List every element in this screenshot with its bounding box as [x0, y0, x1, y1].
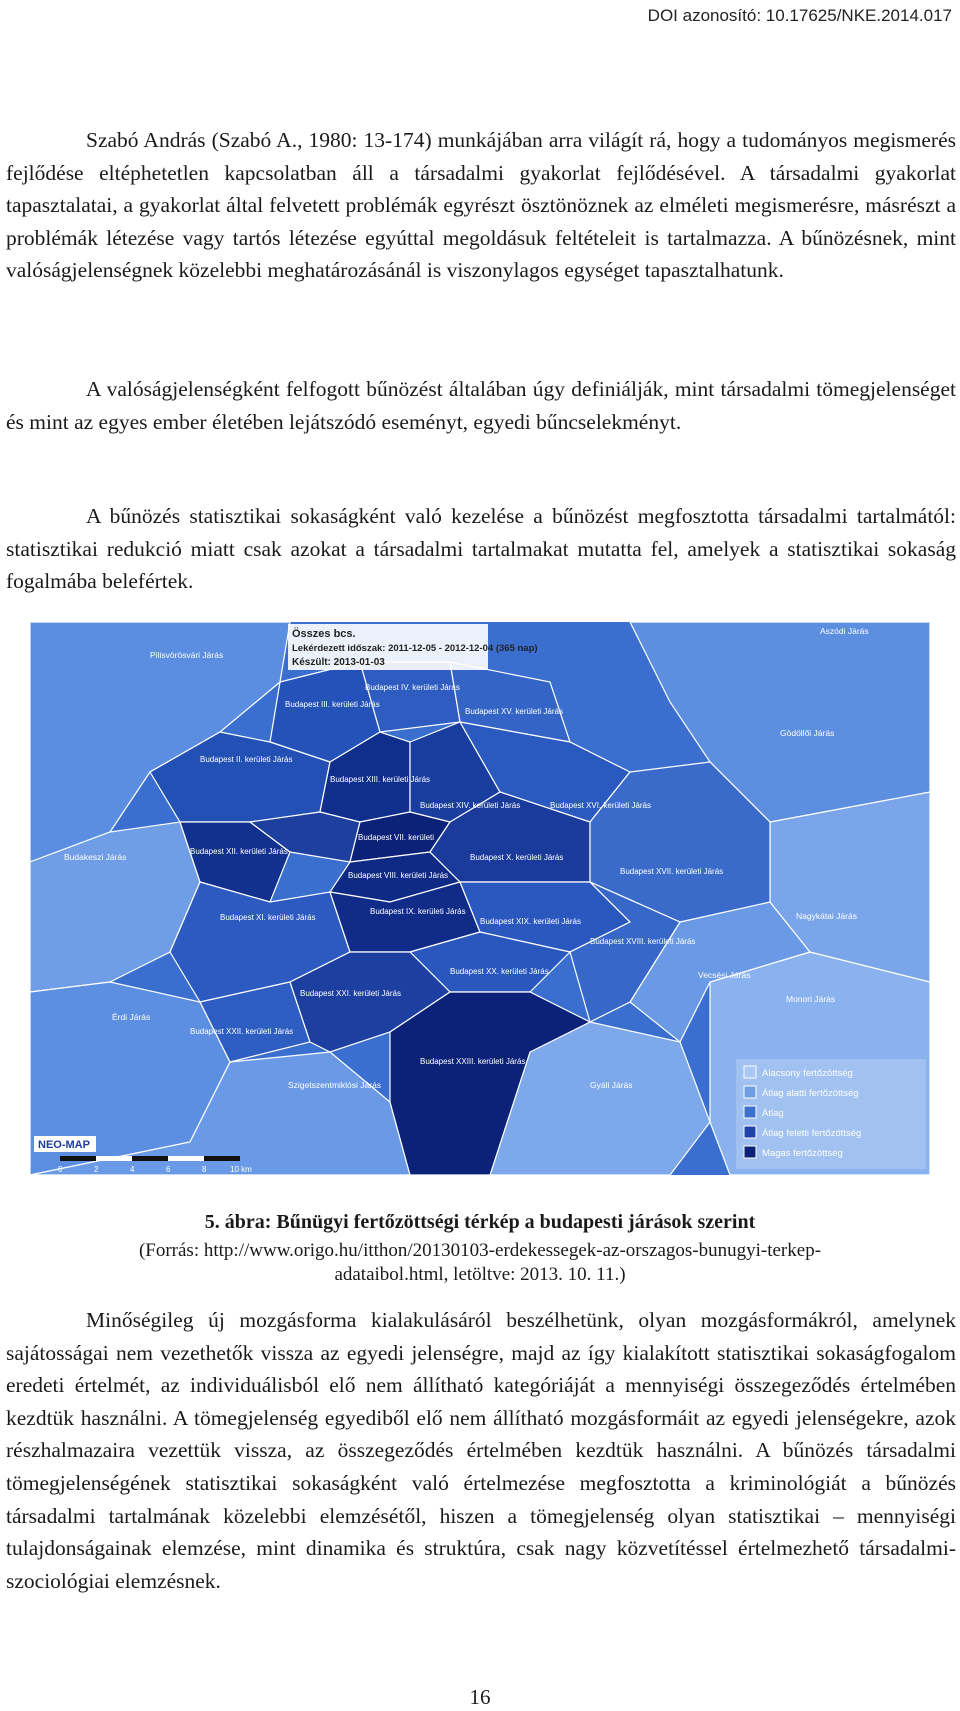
info-created: Készült: 2013-01-03: [292, 657, 385, 668]
scale-tick: 6: [166, 1165, 171, 1174]
label-aszod: Aszódi Járás: [820, 626, 869, 636]
label-district-xi: Budapest XI. kerületi Járás: [220, 913, 316, 922]
legend-label-0: Alacsony fertőzöttség: [762, 1068, 853, 1079]
label-szigetszentmiklos: Szigetszentmiklósi Járás: [288, 1080, 382, 1090]
label-district-xii: Budapest XII. kerületi Járás: [190, 847, 288, 856]
scale-bar-segment: [96, 1156, 132, 1161]
label-district-xxi: Budapest XXI. kerületi Járás: [300, 989, 401, 998]
label-district-vii: Budapest VII. kerületi: [358, 833, 435, 842]
label-district-ix: Budapest IX. kerületi Járás: [370, 907, 466, 916]
label-district-xxiii: Budapest XXIII. kerületi Járás: [420, 1057, 526, 1066]
label-pilisvorosvar: Pilisvörösvári Járás: [150, 650, 224, 660]
label-district-xiii: Budapest XIII. kerületi Járás: [330, 775, 431, 784]
label-nagykata: Nagykátai Járás: [796, 911, 857, 921]
paragraph-1: [6, 124, 956, 287]
scale-tick: 0: [58, 1165, 63, 1174]
legend-swatch-4: [744, 1146, 756, 1158]
figure-caption-source-cont: adataibol.html, letöltve: 2013. 10. 11.): [334, 1264, 626, 1285]
crime-map: [30, 622, 930, 1175]
label-gyal: Gyáli Járás: [590, 1080, 633, 1090]
scale-tick: 2: [94, 1165, 99, 1174]
scale-tick: 10 km: [230, 1165, 252, 1174]
info-title: Összes bcs.: [292, 628, 356, 640]
legend-label-3: Átlag feletti fertőzöttség: [762, 1128, 862, 1139]
label-budakeszi: Budakeszi Járás: [64, 852, 127, 862]
paragraph-2-text: A valóságjelenségként felfogott bűnözést általában úgy definiálják, mint társadalmi tömegjelenséget és mint az egyes ember életében lejátszódó eseményt, egyedi bűncselekményt.: [6, 377, 956, 434]
page-number: 16: [469, 1685, 491, 1709]
scale-bar-segment: [168, 1156, 204, 1161]
label-district-xviii: Budapest XVIII. kerületi Járás: [590, 937, 696, 946]
label-district-iv: Budapest IV. kerületi Járás: [365, 683, 460, 692]
label-district-viii: Budapest VIII. kerületi Járás: [348, 871, 449, 880]
label-district-xvi: Budapest XVI. kerületi Járás: [550, 801, 651, 810]
paragraph-3: [6, 500, 956, 598]
paragraph-3-text: A bűnözés statisztikai sokaságként való kezelése a bűnözést megfosztotta társadalmi tartalmától: statisztikai redukció miatt csak azokat a társadalmi tartalmakat mutatta fel, amelyek a statisztikai sokaság fogalmába belefértek.: [6, 504, 956, 594]
legend-swatch-0: [744, 1066, 756, 1078]
legend-label-4: Magas fertőzöttség: [762, 1148, 843, 1159]
legend-label-2: Átlag: [762, 1108, 784, 1119]
label-district-xxii: Budapest XXII. kerületi Járás: [190, 1027, 294, 1036]
doi-header: DOI azonosító: 10.17625/NKE.2014.017: [647, 6, 952, 25]
legend-swatch-2: [744, 1106, 756, 1118]
label-district-iii: Budapest III. kerületi Járás: [285, 700, 380, 709]
label-vecses: Vecsési Járás: [698, 970, 751, 980]
figure-caption-source: (Forrás: http://www.origo.hu/itthon/20130103-erdekessegek-az-orszagos-bunugyi-terkep-: [138, 1240, 822, 1261]
info-period: Lekérdezett időszak: 2011-12-05 - 2012-12-04 (365 nap): [292, 643, 538, 654]
paragraph-1-text: Szabó András (Szabó A., 1980: 13-174) munkájában arra világít rá, hogy a tudományos megismerés fejlődése eltéphetetlen kapcsolatban áll a társadalmi gyakorlat fejlődésével. A társadalmi gyakorlat tapasztalatai, a gyakorlat által felvetett problémák egyrészt ösztönöznek az elméleti megismerésre, másrészt a problémák létezése vagy tartós létezése egyúttal megoldásuk feltételeit is tartalmazza. A bűnözésnek, mint valóságjelenségnek közelebbi meghatározásánál is viszonylagos egységet tapasztalhatunk.: [6, 128, 956, 283]
paragraph-4: [6, 1304, 956, 1597]
legend-swatch-3: [744, 1126, 756, 1138]
scale-bar: [60, 1156, 240, 1161]
label-monor: Monori Járás: [786, 994, 836, 1004]
label-district-xiv: Budapest XIV. kerületi Járás: [420, 801, 521, 810]
label-district-xv: Budapest XV. kerületi Járás: [465, 707, 563, 716]
paragraph-2: [6, 373, 956, 438]
scale-tick: 8: [202, 1165, 207, 1174]
paragraph-4-text: Minőségileg új mozgásforma kialakulásáról beszélhetünk, olyan mozgásformákról, amelynek sajátosságai nem vezethetők vissza az egyedi jelenségre, majd az így kialakított statisztikai sokaságfogalom eredeti értelmét, az individuálisból elő nem állítható kategóriáját a mennyiségi összegeződés értelmében kezdtük használni. A tömegjelenség egyediből elő nem állítható mozgásformáit az egyedi jelenségekre, azok részhalmazaira vezettük vissza, az összegeződés értelmében kezdtük használni. A bűnözés társadalmi tömegjelenségének statisztikai sokaságként való értelmezése megfosztotta a kriminológiát a bűnözés társadalmi tartalmának közelebbi elemzésétől, hiszen a tömegjelenség olyan statisztikai – mennyiségi tulajdonságainak elemzése, mint dinamika és struktúra, csak nagy közvetítéssel értelmezhető társadalmi-szociológiai elemzésnek.: [6, 1308, 956, 1593]
neo-map-logo: NEO-MAP: [38, 1139, 90, 1151]
label-godollo: Gödöllői Járás: [780, 728, 835, 738]
label-district-ii: Budapest II. kerületi Járás: [200, 755, 293, 764]
legend-swatch-1: [744, 1086, 756, 1098]
scale-tick: 4: [130, 1165, 135, 1174]
legend-label-1: Átlag alatti fertőzöttség: [762, 1088, 859, 1099]
figure-caption-title: 5. ábra: Bűnügyi fertőzöttségi térkép a budapesti járások szerint: [204, 1211, 756, 1233]
label-district-x: Budapest X. kerületi Járás: [470, 853, 564, 862]
label-erd: Érdi Járás: [112, 1012, 151, 1022]
crime-map-figure: [30, 622, 930, 1175]
label-district-xx: Budapest XX. kerületi Járás: [450, 967, 549, 976]
label-district-xvii: Budapest XVII. kerületi Járás: [620, 867, 724, 876]
label-district-xix: Budapest XIX. kerületi Járás: [480, 917, 581, 926]
